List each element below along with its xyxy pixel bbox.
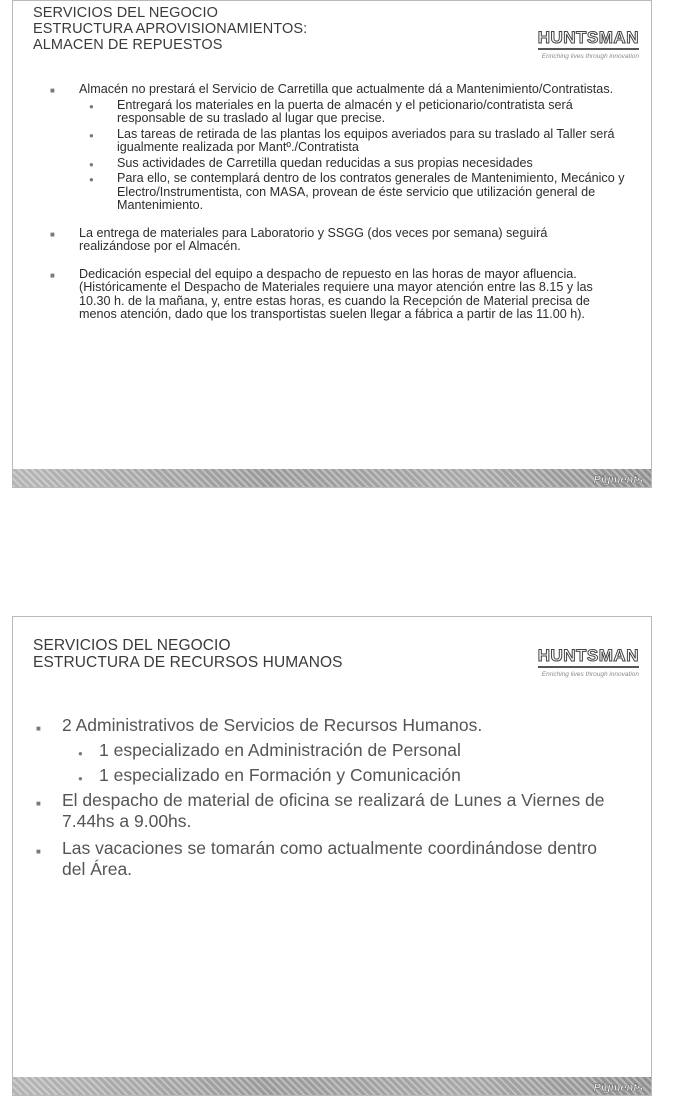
list-item xyxy=(13,715,651,736)
sub-bullet-icon: ● xyxy=(78,749,83,758)
sub-bullet-text: Las tareas de retirada de las plantas los equipos averiados para su traslado al Taller será igualmente realizada por Mantº./Contratista xyxy=(117,126,615,154)
slide-recursos-humanos xyxy=(12,616,652,1096)
list-item xyxy=(13,83,651,97)
logo-tagline: Enriching lives through innovation xyxy=(541,671,639,678)
bullet-text: Las vacaciones se tomarán como actualmente coordinándose dentro del Área. xyxy=(62,838,598,879)
list-item xyxy=(13,790,651,832)
bullet-icon: ■ xyxy=(36,799,41,808)
sub-bullet-icon: ● xyxy=(89,159,94,169)
footer-brand: Pigments xyxy=(593,1082,643,1094)
sub-bullet-icon: ● xyxy=(89,175,94,184)
list-item xyxy=(13,172,651,213)
sub-bullet-text: Para ello, se contemplará dentro de los contratos generales de Mantenimiento, Mecánico y Electro/Instrumentista, con MASA, provean de éste servicio que utilización general de Mantenimiento. xyxy=(117,171,625,212)
sub-bullet-text: 1 especializado en Formación y Comunicación xyxy=(99,765,461,785)
slide-almacen-repuestos xyxy=(12,0,652,488)
bullet-text: El despacho de material de oficina se realizará de Lunes a Viernes de 7.44hs a 9.00hs. xyxy=(62,790,605,831)
bullet-text: Dedicación especial del equipo a despacho de repuesto en las horas de mayor afluencia. (Históricamente el Despacho de Materiales requiere una mayor atención entre las 8.15 y las 10.30 h. de la mañana, y, entre estas horas, es cuando la Recepción de Material precisa de menos atención, dado que los transportistas suelen llegar a fábrica a partir de las 11.00 h). xyxy=(79,266,593,321)
list-item xyxy=(13,99,651,126)
sub-bullet-text: 1 especializado en Administración de Personal xyxy=(99,740,461,760)
bullet-text: La entrega de materiales para Laboratorio y SSGG (dos veces por semana) seguirá realizándose por el Almacén. xyxy=(79,225,548,253)
spacer xyxy=(13,213,651,227)
title-line: SERVICIOS DEL NEGOCIO xyxy=(33,5,219,21)
title-line: ESTRUCTURA APROVISIONAMIENTOS: xyxy=(33,21,308,37)
slide-title xyxy=(33,637,343,671)
bullet-icon: ■ xyxy=(36,724,41,733)
bullet-icon: ■ xyxy=(50,270,55,280)
huntsman-logo xyxy=(538,29,639,60)
bullet-list xyxy=(13,715,651,886)
list-item xyxy=(13,268,651,322)
list-item xyxy=(13,227,651,254)
bullet-text: 2 Administrativos de Servicios de Recursos Humanos. xyxy=(62,715,483,735)
title-line: ESTRUCTURA DE RECURSOS HUMANOS xyxy=(33,654,343,671)
slide-title xyxy=(33,5,307,53)
footer-bar xyxy=(13,1077,651,1095)
spacer xyxy=(13,254,651,268)
footer-brand: Pigments xyxy=(593,474,643,486)
sub-bullet-icon: ● xyxy=(78,774,83,783)
bullet-icon: ■ xyxy=(36,847,41,856)
sub-bullet-icon: ● xyxy=(89,101,94,111)
logo-tagline: Enriching lives through innovation xyxy=(541,53,639,60)
list-item xyxy=(13,740,651,761)
title-line: SERVICIOS DEL NEGOCIO xyxy=(33,637,231,654)
list-item xyxy=(13,838,651,880)
list-item xyxy=(13,765,651,786)
bullet-icon: ■ xyxy=(50,229,55,239)
huntsman-logo xyxy=(538,647,639,678)
logo-wordmark: HUNTSMAN xyxy=(538,647,639,668)
list-item xyxy=(13,157,651,171)
sub-bullet-text: Entregará los materiales en la puerta de almacén y el peticionario/contratista será responsable de su traslado al lugar que precise. xyxy=(117,97,573,125)
bullet-list xyxy=(13,83,651,322)
sub-bullet-text: Sus actividades de Carretilla quedan reducidas a sus propias necesidades xyxy=(117,155,533,170)
list-item xyxy=(13,128,651,155)
title-line: ALMACEN DE REPUESTOS xyxy=(33,37,223,53)
bullet-text: Almacén no prestará el Servicio de Carretilla que actualmente dá a Mantenimiento/Contratistas. xyxy=(79,82,614,96)
sub-bullet-icon: ● xyxy=(89,130,94,140)
bullet-icon: ■ xyxy=(50,86,55,95)
footer-bar xyxy=(13,469,651,487)
logo-wordmark: HUNTSMAN xyxy=(538,29,639,50)
